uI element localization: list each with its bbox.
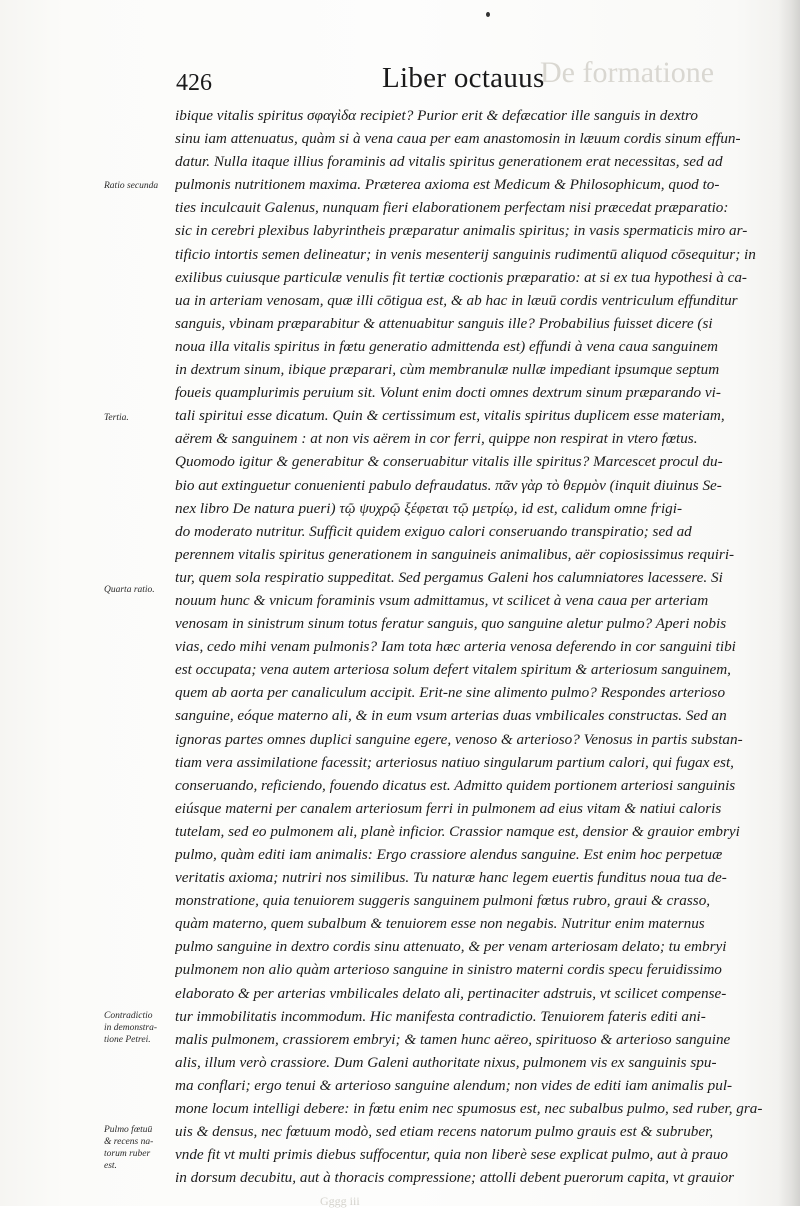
text-line: tur, quem sola respiratio suppeditat. Sed pergamus Galeni hos calumniatores lacessere. Si	[175, 568, 723, 586]
margin-note-line: Pulmo fœtuū	[104, 1125, 153, 1135]
text-line: est occupata; vena autem arteriosa solum defert vitalem spiritum & arteriosum sanguinem,	[175, 661, 731, 679]
gutter-shadow	[778, 0, 800, 1206]
text-line: pulmo sanguine in dextro cordis sinu attenuato, & per venam arteriosam delato; tu embryi	[175, 938, 727, 956]
text-line: ties inculcauit Galenus, nunquam fieri elaborationem perfectam nisi præcedat præparatio:	[175, 199, 729, 217]
text-line: tutelam, sed eo pulmonem ali, planè inficior. Crassior namque est, densior & grauior embryi	[175, 822, 740, 840]
margin-note-pulmo-foetuum	[104, 1124, 170, 1172]
text-line: datur. Nulla itaque illius foraminis ad vitalis spiritus generationem erat necessitas, sed ad	[175, 153, 723, 171]
text-line: vias, cedo mihi venam pulmonis? Iam tota hæc arteria venosa deferendo in cor sanguini tibi	[175, 638, 736, 656]
text-line: aërem & sanguinem : at non vis aërem in cor ferri, quippe non respirat in vtero fœtus.	[175, 430, 698, 448]
text-line: tificio intortis semen delineatur; in venis mesenterij sanguinis rudimentū aliquod cōsequitur; in	[175, 245, 756, 263]
text-line: quàm materno, quem subalbum & tenuiorem esse non negabis. Nutritur enim maternus	[175, 915, 705, 933]
text-line: sanguis, vbinam præparabitur & attenuabitur sanguis ille? Probabilius fuisset dicere (si	[175, 314, 713, 332]
text-line: ibique vitalis spiritus σφαγὶδα recipiet? Purior erit & defæcatior ille sanguis in dextro	[175, 107, 698, 124]
text-line: mone locum intelligi debere: in fœtu enim nec spumosus est, nec subalbus pulmo, sed ruber, gra-	[175, 1100, 763, 1118]
text-line: quem ab aorta per canaliculum accipit. Erit-ne sine alimento pulmo? Respondes arterioso	[175, 684, 726, 702]
text-line: tali spiritui esse dicatum. Quin & certissimum est, vitalis spiritus duplicem esse materiam,	[175, 407, 725, 425]
text-line: uis & densus, nec fœtuum modò, sed etiam recens natorum pulmo grauis est & subruber,	[175, 1123, 714, 1141]
text-line: noua illa vitalis spiritus in fœtu generatio admittenda est) effundi à vena caua sanguinem	[175, 337, 718, 355]
text-line: Quomodo igitur & generabitur & conseruabitur vitalis ille spiritus? Marcescet procul du-	[175, 453, 723, 471]
text-line: sanguine, eóque materno ali, & in eum vsum arterias duas vmbilicales constructas. Sed an	[175, 707, 727, 725]
margin-notes	[0, 0, 170, 1206]
text-line: elaborato & per arterias vmbilicales delato ali, pertinaciter adstruis, vt scilicet compense-	[175, 984, 727, 1002]
margin-note-line: Ratio secunda	[104, 181, 159, 191]
margin-note-line: Contradictio	[104, 1011, 153, 1021]
ink-speck	[486, 12, 490, 17]
text-line: in dextrum sinum, ibique præparari, cùm membranulæ nullæ impediant ipsumque septum	[175, 361, 720, 379]
text-line: pulmonem non alio quàm arterioso sanguine in sinistro materni cordis specu feruidissimo	[175, 961, 722, 979]
text-line: conseruando, reficiendo, fouendo dicatus est. Admitto quidem portionem arteriosi sanguinis	[175, 776, 736, 794]
show-through-header: De formatione	[540, 56, 715, 89]
text-line: in dorsum decubitu, aut à thoracis compressione; attolli debent puerorum capita, vt grauior	[175, 1169, 735, 1187]
text-line: alis, illum verò crassiore. Dum Galeni authoritate nixus, pulmonem vis ex sanguinis spu-	[175, 1053, 717, 1071]
text-line: pulmo, quàm editi iam animalis: Ergo crassiore alendus sanguine. Est enim hoc perpetuæ	[175, 846, 723, 863]
margin-note-ratio-secunda	[104, 180, 170, 192]
text-line: tiam vera assimilatione facessit; arteriosus natiuo singularum partium calori, qui fugax est,	[175, 753, 734, 771]
text-line: pulmonis nutritionem maxima. Præterea axioma est Medicum & Philosophicum, quod to-	[175, 176, 720, 194]
margin-note-line: in demonstra-	[104, 1023, 158, 1033]
text-line: perennem vitalis spiritus generationem in sanguineis animalibus, aër copiosissimus requiri-	[175, 545, 735, 563]
margin-note-line: & recens na-	[104, 1137, 154, 1147]
text-line: malis pulmonem, crassiorem embryi; & tamen hunc aëreo, spirituoso & arterioso sanguine	[175, 1030, 731, 1048]
text-line: eiúsque materni per canalem arteriosum ferri in pulmonem ad eius vitam & natiui caloris	[175, 799, 722, 817]
text-line: vnde fit vt multi primis diebus suffocentur, quia non liberè sese explicat pulmo, aut à prauo	[175, 1146, 729, 1164]
text-line: veritatis axioma; nutriri nos similibus. Tu naturæ hanc legem euertis funditus noua tua de-	[175, 869, 727, 887]
page-number: 426	[176, 70, 212, 96]
text-line: exilibus cuiusque particulæ venulis fit tertiæ coctionis præparatio: at si ex tua hypothesi à ca-	[175, 268, 747, 286]
show-through-signature: Gggg iii	[320, 1194, 360, 1208]
text-line: do moderato nutritur. Sufficit quidem exiguo calori conseruando transpiratio; sed ad	[175, 522, 692, 540]
margin-note-contradictio	[104, 1010, 170, 1046]
margin-note-line: tione Petrei.	[104, 1035, 151, 1045]
margin-note-line: Quarta ratio.	[104, 585, 155, 595]
text-line: monstratione, quia tenuiorem suggeris sanguinem pulmoni fœtus rubro, graui & crasso,	[175, 892, 711, 910]
text-line: nex libro De natura pueri) τῷ ψυχρῷ ξέφεται τῷ μετρίῳ, id est, calidum omne frigi-	[175, 499, 683, 517]
text-line: bio aut extinguetur conuenienti pabulo defraudatus. πᾶν γὰρ τὸ θερμὸν (inquit diuinus Se-	[175, 476, 722, 494]
text-line: tur immobilitatis incommodum. Hic manifesta contradictio. Tenuiorem fateris editi ani-	[175, 1007, 706, 1025]
text-line: nouum hunc & vnicum foraminis vsum admittamus, vt scilicet à vena caua per arteriam	[175, 591, 709, 609]
text-line: foueis quamplurimis peruium sit. Volunt enim docti omnes dextrum sinum præparando vi-	[175, 384, 721, 402]
margin-note-line: torum ruber	[104, 1149, 151, 1159]
margin-note-line: Tertia.	[104, 413, 129, 423]
text-line: ma conflari; ergo tenui & arterioso sanguine alendum; non vides de editi iam animalis pul-	[175, 1076, 733, 1094]
margin-note-tertia	[104, 412, 170, 424]
margin-note-line: est.	[104, 1161, 117, 1171]
margin-note-quarta-ratio	[104, 584, 170, 596]
text-line: ua in arteriam venosam, quæ illi cōtigua est, & ab hac in læuū cordis ventriculum effunditur	[175, 291, 738, 309]
running-title: Liber octauus	[382, 62, 545, 94]
text-line: venosam in sinistrum sinum totus feratur sanguis, quo sanguine aletur pulmo? Aperi nobis	[175, 615, 727, 633]
body-text	[175, 104, 767, 1189]
text-line: ignoras partes omnes duplici sanguine egere, venoso & arterioso? Venosus in partis substan-	[175, 730, 743, 748]
text-line: sic in cerebri plexibus labyrintheis præparatur animalis spiritus; in vasis spermaticis miro ar-	[175, 222, 748, 240]
text-line: sinu iam attenuatus, quàm si à vena caua per eam anastomosin in læuum cordis sinum effun-	[175, 130, 741, 148]
